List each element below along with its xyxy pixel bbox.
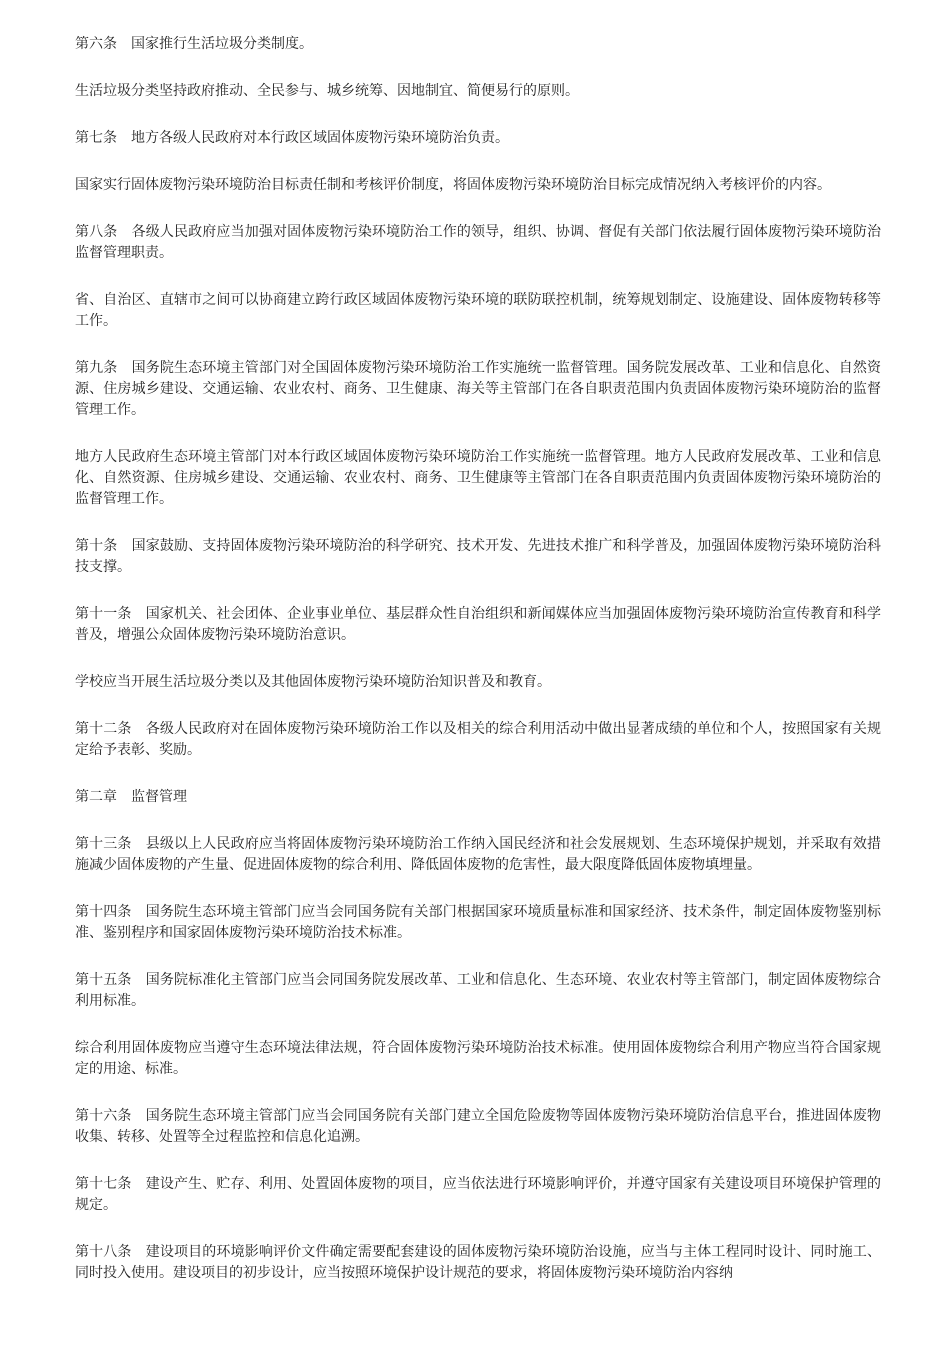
paragraph-article-7: 第七条 地方各级人民政府对本行政区域固体废物污染环境防治负责。	[75, 130, 509, 146]
paragraph-article-11-schools: 学校应当开展生活垃圾分类以及其他固体废物污染环境防治知识普及和教育。	[75, 674, 551, 690]
paragraph-article-8-regional: 省、自治区、直辖市之间可以协商建立跨行政区域固体废物污染环境的联防联控机制，统筹规划制定、设施建设、固体废物转移等工作。	[75, 292, 881, 329]
paragraph-article-6: 第六条 国家推行生活垃圾分类制度。	[75, 36, 313, 52]
paragraph-article-13: 第十三条 县级以上人民政府应当将固体废物污染环境防治工作纳入国民经济和社会发展规划、生态环境保护规划，并采取有效措施减少固体废物的产生量、促进固体废物的综合利用、降低固体废物的危害性，最大限度降低固体废物填埋量。	[75, 836, 881, 873]
paragraph-article-10: 第十条 国家鼓励、支持固体废物污染环境防治的科学研究、技术开发、先进技术推广和科学普及，加强固体废物污染环境防治科技支撑。	[75, 538, 881, 575]
paragraph-article-16: 第十六条 国务院生态环境主管部门应当会同国务院有关部门建立全国危险废物等固体废物污染环境防治信息平台，推进固体废物收集、转移、处置等全过程监控和信息化追溯。	[75, 1108, 881, 1145]
paragraph-article-15: 第十五条 国务院标准化主管部门应当会同国务院发展改革、工业和信息化、生态环境、农业农村等主管部门，制定固体废物综合利用标准。	[75, 972, 881, 1009]
paragraph-article-7-responsibility: 国家实行固体废物污染环境防治目标责任制和考核评价制度，将固体废物污染环境防治目标完成情况纳入考核评价的内容。	[75, 177, 831, 193]
document-body	[75, 34, 881, 1310]
paragraph-article-18: 第十八条 建设项目的环境影响评价文件确定需要配套建设的固体废物污染环境防治设施，应当与主体工程同时设计、同时施工、同时投入使用。建设项目的初步设计，应当按照环境保护设计规范的要求，将固体废物污染环境防治内容纳	[75, 1244, 881, 1281]
paragraph-article-14: 第十四条 国务院生态环境主管部门应当会同国务院有关部门根据国家环境质量标准和国家经济、技术条件，制定固体废物鉴别标准、鉴别程序和国家固体废物污染环境防治技术标准。	[75, 904, 881, 941]
paragraph-article-9-local: 地方人民政府生态环境主管部门对本行政区域固体废物污染环境防治工作实施统一监督管理。地方人民政府发展改革、工业和信息化、自然资源、住房城乡建设、交通运输、农业农村、商务、卫生健康等主管部门在各自职责范围内负责固体废物污染环境防治的监督管理工作。	[75, 449, 881, 507]
paragraph-article-9: 第九条 国务院生态环境主管部门对全国固体废物污染环境防治工作实施统一监督管理。国务院发展改革、工业和信息化、自然资源、住房城乡建设、交通运输、农业农村、商务、卫生健康、海关等主管部门在各自职责范围内负责固体废物污染环境防治的监督管理工作。	[75, 360, 881, 418]
chapter-heading: 第二章 监督管理	[75, 789, 187, 805]
paragraph-article-11: 第十一条 国家机关、社会团体、企业事业单位、基层群众性自治组织和新闻媒体应当加强固体废物污染环境防治宣传教育和科学普及，增强公众固体废物污染环境防治意识。	[75, 606, 881, 643]
paragraph-article-8: 第八条 各级人民政府应当加强对固体废物污染环境防治工作的领导，组织、协调、督促有关部门依法履行固体废物污染环境防治监督管理职责。	[75, 224, 881, 261]
paragraph-article-17: 第十七条 建设产生、贮存、利用、处置固体废物的项目，应当依法进行环境影响评价，并遵守国家有关建设项目环境保护管理的规定。	[75, 1176, 881, 1213]
paragraph-article-6-principle: 生活垃圾分类坚持政府推动、全民参与、城乡统筹、因地制宜、简便易行的原则。	[75, 83, 579, 99]
paragraph-article-15-usage: 综合利用固体废物应当遵守生态环境法律法规，符合固体废物污染环境防治技术标准。使用固体废物综合利用产物应当符合国家规定的用途、标准。	[75, 1040, 881, 1077]
paragraph-article-12: 第十二条 各级人民政府对在固体废物污染环境防治工作以及相关的综合利用活动中做出显著成绩的单位和个人，按照国家有关规定给予表彰、奖励。	[75, 721, 881, 758]
